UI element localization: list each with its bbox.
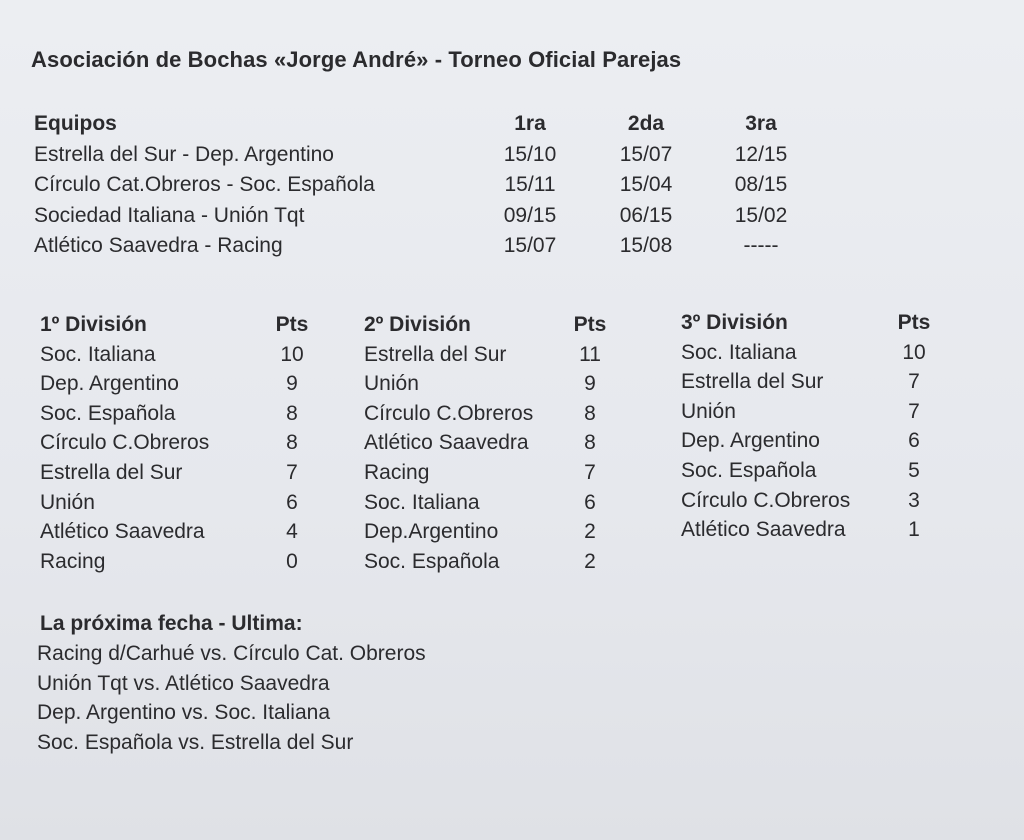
match-teams: Estrella del Sur - Dep. Argentino: [34, 142, 334, 166]
results-row: [34, 143, 814, 174]
team-points: 8: [286, 401, 298, 425]
team-name: Atlético Saavedra: [681, 518, 846, 542]
team-points: 6: [908, 429, 920, 453]
round-2-score: 15/04: [619, 173, 673, 196]
division-title: 1º División: [40, 313, 147, 336]
header-round-3: 3ra: [745, 112, 777, 135]
team-name: Dep. Argentino: [40, 372, 179, 396]
team-points: 8: [286, 431, 298, 455]
team-name: Estrella del Sur: [364, 342, 507, 366]
round-2-score: 15/07: [619, 142, 673, 166]
results-header-row: [34, 112, 814, 143]
next-match: Dep. Argentino vs. Soc. Italiana: [37, 701, 331, 725]
team-points: 7: [908, 370, 920, 394]
team-name: Racing: [364, 460, 430, 484]
round-3-score: 15/02: [734, 203, 788, 227]
team-points: 9: [286, 372, 298, 396]
team-name: Soc. Italiana: [681, 340, 797, 364]
team-points: 5: [908, 458, 920, 482]
division-title: 2º División: [364, 313, 471, 336]
division-title: 3º División: [681, 311, 788, 334]
team-name: Soc. Italiana: [40, 342, 156, 366]
page-title: Asociación de Bochas «Jorge André» - Torneo Oficial Parejas: [31, 47, 682, 72]
points-header: Pts: [573, 313, 607, 336]
round-3-score: 12/15: [734, 142, 788, 166]
team-points: 6: [286, 490, 298, 514]
results-table: [34, 112, 814, 265]
results-row: [34, 173, 814, 204]
team-points: 1: [908, 518, 920, 542]
team-name: Unión: [40, 490, 95, 514]
team-name: Racing: [40, 549, 106, 573]
team-name: Atlético Saavedra: [40, 520, 205, 544]
team-points: 11: [579, 342, 601, 366]
next-match: Racing d/Carhué vs. Círculo Cat. Obreros: [37, 642, 426, 665]
team-name: Unión: [681, 399, 736, 423]
team-name: Soc. Española: [364, 549, 500, 573]
results-row: [34, 204, 814, 235]
next-round-heading: La próxima fecha - Ultima:: [40, 612, 303, 635]
round-1-score: 15/11: [504, 173, 556, 196]
team-points: 4: [286, 520, 298, 544]
points-header: Pts: [897, 311, 931, 334]
round-2-score: 06/15: [619, 203, 673, 227]
header-round-1: 1ra: [514, 112, 546, 135]
points-header: Pts: [275, 313, 309, 336]
team-points: 2: [584, 520, 596, 544]
match-teams: Círculo Cat.Obreros - Soc. Española: [34, 173, 375, 196]
next-match: Soc. Española vs. Estrella del Sur: [37, 731, 354, 755]
header-teams: Equipos: [34, 112, 117, 135]
team-points: 10: [280, 342, 304, 366]
team-points: 7: [908, 399, 920, 423]
team-name: Dep. Argentino: [681, 429, 820, 453]
match-teams: Atlético Saavedra - Racing: [34, 234, 283, 257]
next-match: Unión Tqt vs. Atlético Saavedra: [37, 671, 330, 695]
team-name: Dep.Argentino: [364, 520, 499, 544]
round-3-score: 08/15: [734, 173, 788, 196]
team-name: Estrella del Sur: [40, 460, 183, 484]
next-round-section: [37, 612, 426, 761]
team-name: Soc. Italiana: [364, 490, 480, 514]
team-name: Círculo C.Obreros: [364, 401, 534, 425]
round-1-score: 15/07: [503, 234, 557, 257]
team-points: 6: [584, 490, 596, 514]
team-name: Soc. Española: [40, 401, 176, 425]
round-2-score: 15/08: [619, 234, 673, 257]
team-points: 0: [286, 549, 298, 573]
team-name: Soc. Española: [681, 458, 817, 482]
team-name: Círculo C.Obreros: [40, 431, 210, 455]
team-points: 10: [902, 340, 926, 364]
team-name: Unión: [364, 372, 419, 396]
team-points: 2: [584, 549, 596, 573]
team-name: Atlético Saavedra: [364, 431, 529, 455]
round-1-score: 09/15: [503, 203, 557, 227]
team-points: 8: [584, 401, 596, 425]
team-name: Círculo C.Obreros: [681, 488, 851, 512]
team-points: 7: [584, 460, 596, 484]
team-points: 7: [286, 460, 298, 484]
match-teams: Sociedad Italiana - Unión Tqt: [34, 203, 305, 227]
team-points: 9: [584, 372, 596, 396]
team-name: Estrella del Sur: [681, 370, 824, 394]
results-row: [34, 234, 814, 265]
round-3-score: -----: [743, 234, 779, 257]
team-points: 8: [584, 431, 596, 455]
header-round-2: 2da: [627, 112, 665, 135]
round-1-score: 15/10: [503, 142, 557, 166]
team-points: 3: [908, 488, 920, 512]
